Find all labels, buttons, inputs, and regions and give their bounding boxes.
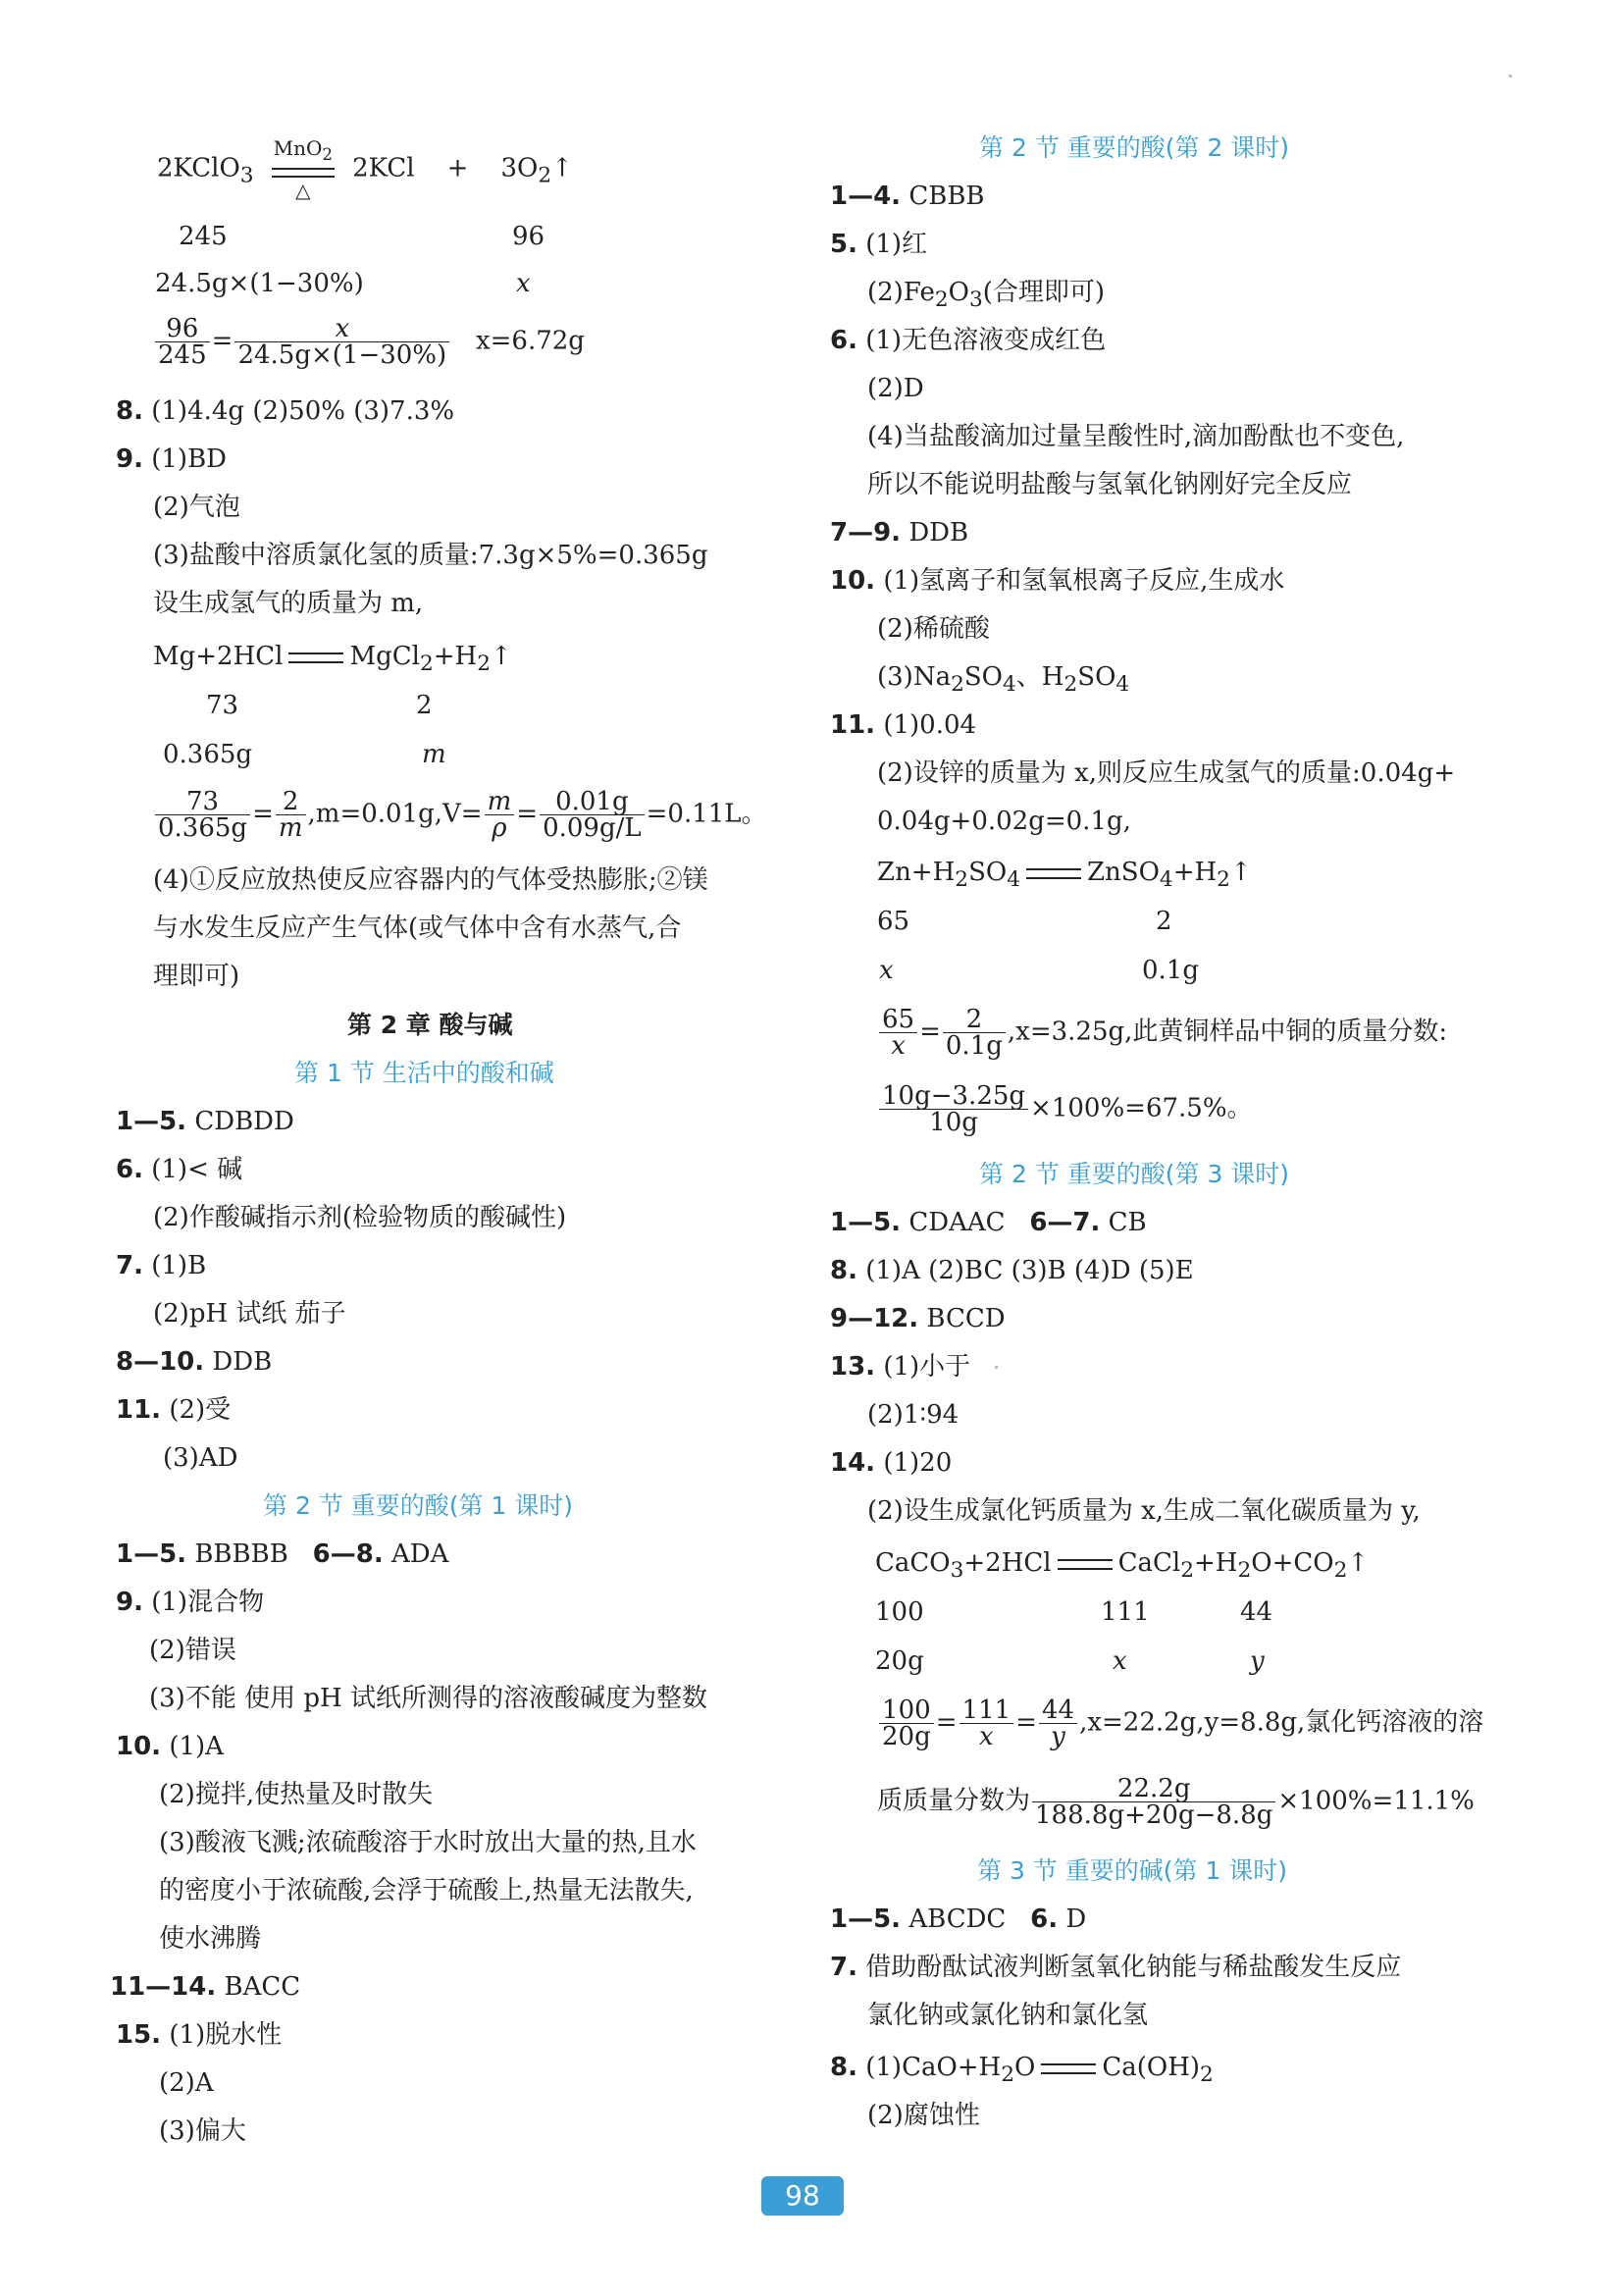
equation-kclo3: 2KClO$_3$ MnO$_2$ △ 2KCl + $3O_2↑$ — [157, 136, 573, 202]
answer-10: 10. (1)氢离子和氢氧根离子反应,生成水 — [830, 566, 1285, 596]
answer-line: 与水发生反应产生气体(或气体中含有水蒸气,合 — [153, 913, 682, 943]
answer-1-8: 1—5. BBBBB 6—8. ADA — [116, 1539, 449, 1569]
answer-7: 7. 借助酚酞试液判断氢氧化钠能与稀盐酸发生反应 — [830, 1953, 1402, 1982]
given-value: 0.1g — [1142, 956, 1199, 985]
molar-mass: 65 — [877, 907, 910, 936]
answer-line: $(3)Na_2SO_4$、$H_2SO_4$ — [877, 662, 1130, 698]
answer-11-14: 11—14. BACC — [110, 1972, 301, 2002]
scan-speck — [1509, 75, 1512, 78]
given-value: 20g — [875, 1646, 924, 1676]
answer-line: (3)盐酸中溶质氯化氢的质量:7.3g×5%=0.365g — [153, 541, 708, 570]
answer-line: 0.04g+0.02g=0.1g, — [877, 807, 1131, 836]
unknown-value: x — [1113, 1646, 1127, 1676]
answer-line: (2)腐蚀性 — [867, 2101, 980, 2130]
answer-6: 6. (1)< 碱 — [116, 1155, 243, 1184]
answer-1-7: 1—5. CDAAC 6—7. CB — [830, 1208, 1147, 1237]
answer-15: 15. (1)脱水性 — [116, 2020, 283, 2050]
section-title: 第 2 节 重要的酸(第 3 课时) — [979, 1160, 1290, 1188]
answer-7: 7. (1)B — [116, 1251, 207, 1280]
answer-8: 8. $(1)CaO+H_2O$ $Ca(OH)_2$ — [830, 2053, 1214, 2088]
answer-9: 9. (1)BD — [116, 444, 228, 474]
scan-speck — [995, 1366, 998, 1369]
section-title: 第 3 节 重要的碱(第 1 课时) — [977, 1856, 1288, 1885]
molar-mass: 2 — [416, 691, 433, 720]
given-value: 0.365g — [163, 740, 253, 769]
given-value: 24.5g×(1−30%) — [155, 269, 364, 298]
proportion-equation: $\frac{100}{20g}$ = $\frac{111}{x}$ = $\frac{44}{y}$ ,x=22.2g,y=8.8g,氯化钙溶液的溶 — [877, 1697, 1483, 1749]
molar-mass: 2 — [1156, 907, 1172, 936]
mass-fraction-equation: 质质量分数为 $\frac{22.2g}{188.8g+20g-8.8g}$ ×100%=11.1% — [877, 1774, 1475, 1830]
proportion-equation: $\frac{96}{245}$ = $\frac{x}{24.5g\times(1-30\%)}$ x=6.72g — [153, 316, 585, 368]
answer-5: 5. (1)红 — [830, 230, 928, 259]
proportion-equation: $\frac{73}{0.365g}$ = $\frac{2}{m}$ ,m=0.01g,V= $\frac{m}{\rho}$ = $\frac{0.01g}{0.09g/L}$ =0.11L。 — [153, 789, 767, 841]
answer-line: (2)气泡 — [153, 493, 240, 522]
answer-line: (2)搅拌,使热量及时散失 — [159, 1780, 434, 1809]
answer-line: (3)不能 使用 pH 试纸所测得的溶液酸碱度为整数 — [149, 1684, 707, 1713]
molar-mass: 44 — [1240, 1597, 1273, 1627]
mass-fraction-equation: $\frac{10g-3.25g}{10g}$ ×100%=67.5%。 — [877, 1083, 1253, 1135]
answer-line: $(2)Fe_2O_3$(合理即可) — [867, 278, 1106, 313]
answer-line: 理即可) — [153, 962, 240, 991]
answer-line: (2)D — [867, 374, 924, 403]
molar-mass: 73 — [206, 691, 239, 720]
answer-line: 的密度小于浓硫酸,会浮于硫酸上,热量无法散失, — [159, 1876, 694, 1905]
reaction-condition: MnO$_2$ △ — [273, 136, 334, 202]
section-title: 第 1 节 生活中的酸和碱 — [294, 1059, 554, 1087]
section-title: 第 2 节 重要的酸(第 1 课时) — [263, 1491, 574, 1520]
answer-line: (2)设锌的质量为 x,则反应生成氢气的质量:0.04g+ — [877, 758, 1456, 788]
equation-caco3-hcl: CaCO$_3$+2HCl $CaCl_2+H_2O+CO_2↑$ — [875, 1548, 1370, 1584]
molar-mass: 111 — [1101, 1597, 1150, 1627]
answer-line: (3)酸液飞溅;浓硫酸溶于水时放出大量的热,且水 — [159, 1828, 697, 1857]
answer-line: (2)设生成氯化钙质量为 x,生成二氧化碳质量为 y, — [867, 1496, 1421, 1526]
unknown-value: y — [1250, 1646, 1265, 1676]
answer-line: (3)AD — [163, 1443, 238, 1473]
answer-9: 9. (1)混合物 — [116, 1588, 265, 1617]
answer-line: (2)pH 试纸 茄子 — [153, 1299, 346, 1329]
molar-mass: 245 — [179, 222, 228, 251]
answer-8: 8. (1)A (2)BC (3)B (4)D (5)E — [830, 1256, 1194, 1285]
unknown-value: x — [879, 956, 894, 985]
answer-11: 11. (1)0.04 — [830, 710, 977, 740]
answer-14: 14. (1)20 — [830, 1448, 953, 1478]
answer-line: 使水沸腾 — [159, 1924, 262, 1954]
unknown-value: x — [516, 269, 531, 298]
chapter-title: 第 2 章 酸与碱 — [347, 1011, 513, 1039]
equation-mg-hcl: Mg+2HCl $MgCl_2+H_2↑$ — [153, 642, 512, 677]
answer-line: 氯化钠或氯化钠和氯化氢 — [867, 2001, 1149, 2030]
answer-6: 6. (1)无色溶液变成红色 — [830, 326, 1107, 355]
answer-8: 8. (1)4.4g (2)50% (3)7.3% — [116, 396, 455, 426]
answer-line: 设生成氢气的质量为 m, — [153, 589, 424, 618]
unknown-value: m — [422, 740, 446, 769]
answer-line: 所以不能说明盐酸与氢氧化钠刚好完全反应 — [867, 470, 1353, 499]
page-number: 98 — [761, 2176, 844, 2216]
answer-line: (2)1∶94 — [867, 1400, 960, 1430]
answer-13: 13. (1)小于 — [830, 1352, 971, 1382]
answer-7-9: 7—9. DDB — [830, 518, 969, 548]
answer-8-10: 8—10. DDB — [116, 1347, 273, 1377]
answer-9-12: 9—12. BCCD — [830, 1304, 1006, 1333]
molar-mass: 96 — [512, 222, 545, 251]
answer-line: (2)A — [159, 2068, 214, 2098]
answer-line: (2)错误 — [149, 1636, 236, 1665]
answer-line: (4)当盐酸滴加过量呈酸性时,滴加酚酞也不变色, — [867, 422, 1405, 451]
answer-line: (2)稀硫酸 — [877, 614, 990, 644]
answer-1-6: 1—5. ABCDC 6. D — [830, 1905, 1087, 1934]
answer-10: 10. (1)A — [116, 1732, 224, 1761]
molar-mass: 100 — [875, 1597, 924, 1627]
answer-11: 11. (2)受 — [116, 1395, 232, 1425]
answer-line: (4)①反应放热使反应容器内的气体受热膨胀;②镁 — [153, 865, 708, 895]
equation-zn-h2so4: $Zn+H_2SO_4$ $ZnSO_4+H_2↑$ — [877, 858, 1252, 893]
answer-line: (2)作酸碱指示剂(检验物质的酸碱性) — [153, 1203, 567, 1232]
proportion-equation: $\frac{65}{x}$ = $\frac{2}{0.1g}$ ,x=3.25g,此黄铜样品中铜的质量分数: — [877, 1007, 1447, 1059]
answer-1-5: 1—5. CDBDD — [116, 1107, 294, 1136]
section-title: 第 2 节 重要的酸(第 2 课时) — [979, 133, 1290, 162]
answer-1-4: 1—4. CBBB — [830, 182, 985, 211]
answer-line: (3)偏大 — [159, 2116, 246, 2146]
